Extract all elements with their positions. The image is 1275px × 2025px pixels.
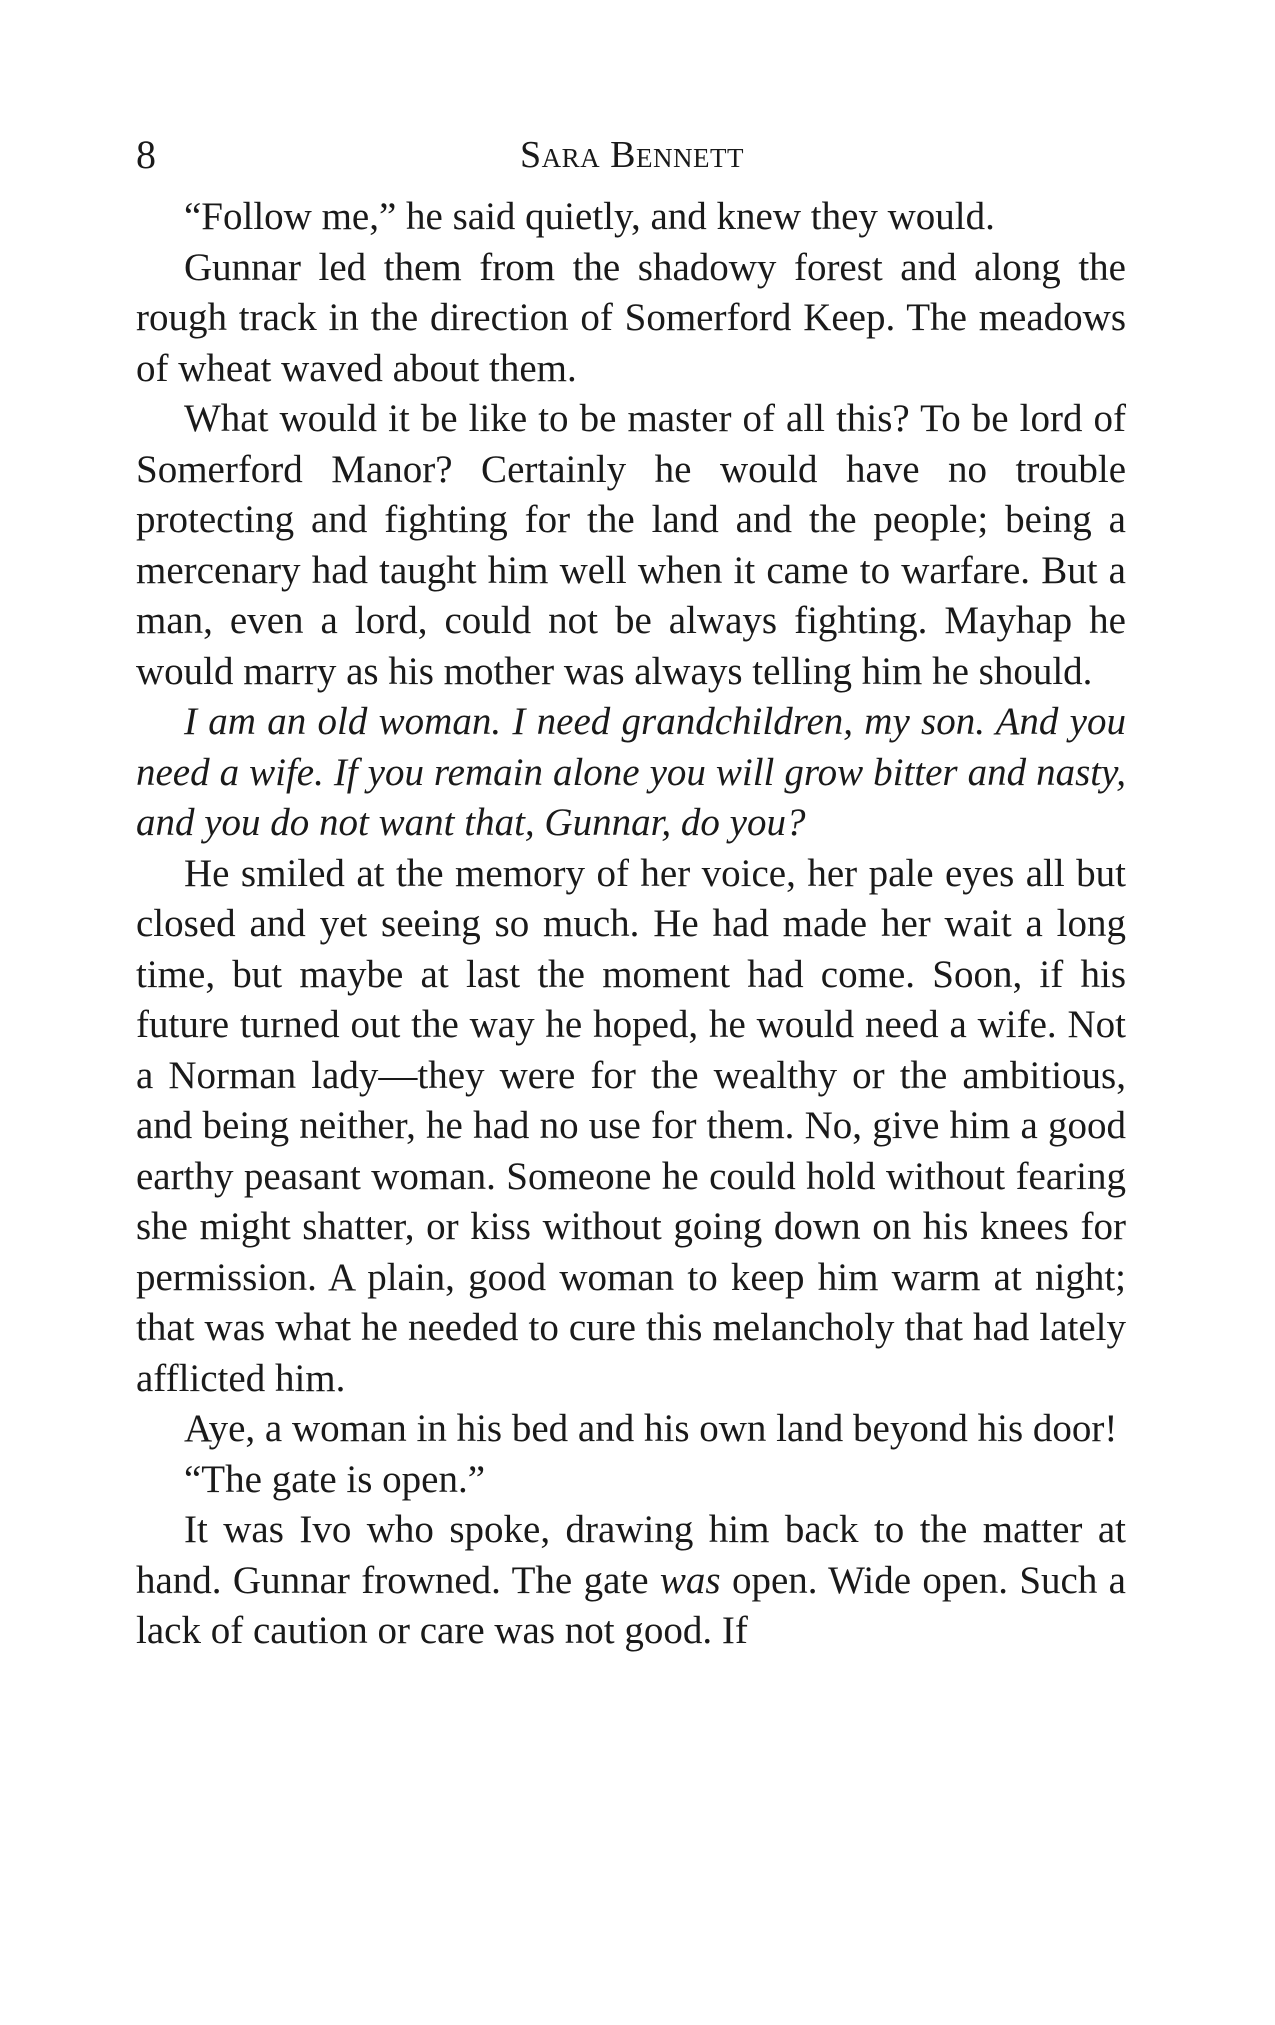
emphasis-was: was <box>659 1558 721 1602</box>
paragraph-ivo-spoke-after: open. Wide open. Such a lack of caution or care was not good. If <box>136 1558 1126 1652</box>
paragraph-aye: Aye, a woman in his bed and his own land beyond his door! <box>184 1407 1118 1450</box>
paragraph-gunnar-led: Gunnar led them from the shadowy forest and along the rough track in the direction of Somerford Keep. The meadows of wheat waved about them. <box>136 245 1126 390</box>
paragraph-gate-open: “The gate is open.” <box>184 1457 486 1501</box>
body-text <box>136 192 1126 1657</box>
paragraph-follow-me: “Follow me,” he said quietly, and knew they would. <box>184 195 995 238</box>
paragraph-memory: He smiled at the memory of her voice, her pale eyes all but closed and yet seeing so much. He had made her wait a long time, but maybe at last the moment had come. Soon, if his future turned out the way he hoped, he would need a wife. Not a Norman lady—they were for the wealthy or the ambitious, and being neither, he had no use for them. No, give him a good earthy peasant woman. Someone he could hold without fearing she might shatter, or kiss without going down on his knees for permission. A plain, good woman to keep him warm at night; that was what he needed to cure this melancholy that had lately afflicted him. <box>136 851 1126 1400</box>
paragraph-ivo-spoke <box>136 1505 1126 1657</box>
running-head <box>136 130 1128 180</box>
paragraph-master-of-all: What would it be like to be master of all this? To be lord of Somerford Manor? Certainly he would have no trouble protecting and fighting for the land and the people; being a mercenary had taught him well when it came to warfare. But a man, even a lord, could not be always fighting. Mayhap he would marry as his mother was always telling him he should. <box>136 397 1126 693</box>
page-number: 8 <box>136 132 156 177</box>
paragraph-mother-thoughts: I am an old woman. I need grandchildren, my son. And you need a wife. If you remain alone you will grow bitter and nasty, and you do not want that, Gunnar, do you? <box>136 700 1126 844</box>
running-head-author: Sara Bennett <box>520 134 744 176</box>
paragraph-ivo-spoke-before: It was Ivo who spoke, drawing him back to the matter at hand. Gunnar frowned. The gate <box>136 1508 1126 1602</box>
